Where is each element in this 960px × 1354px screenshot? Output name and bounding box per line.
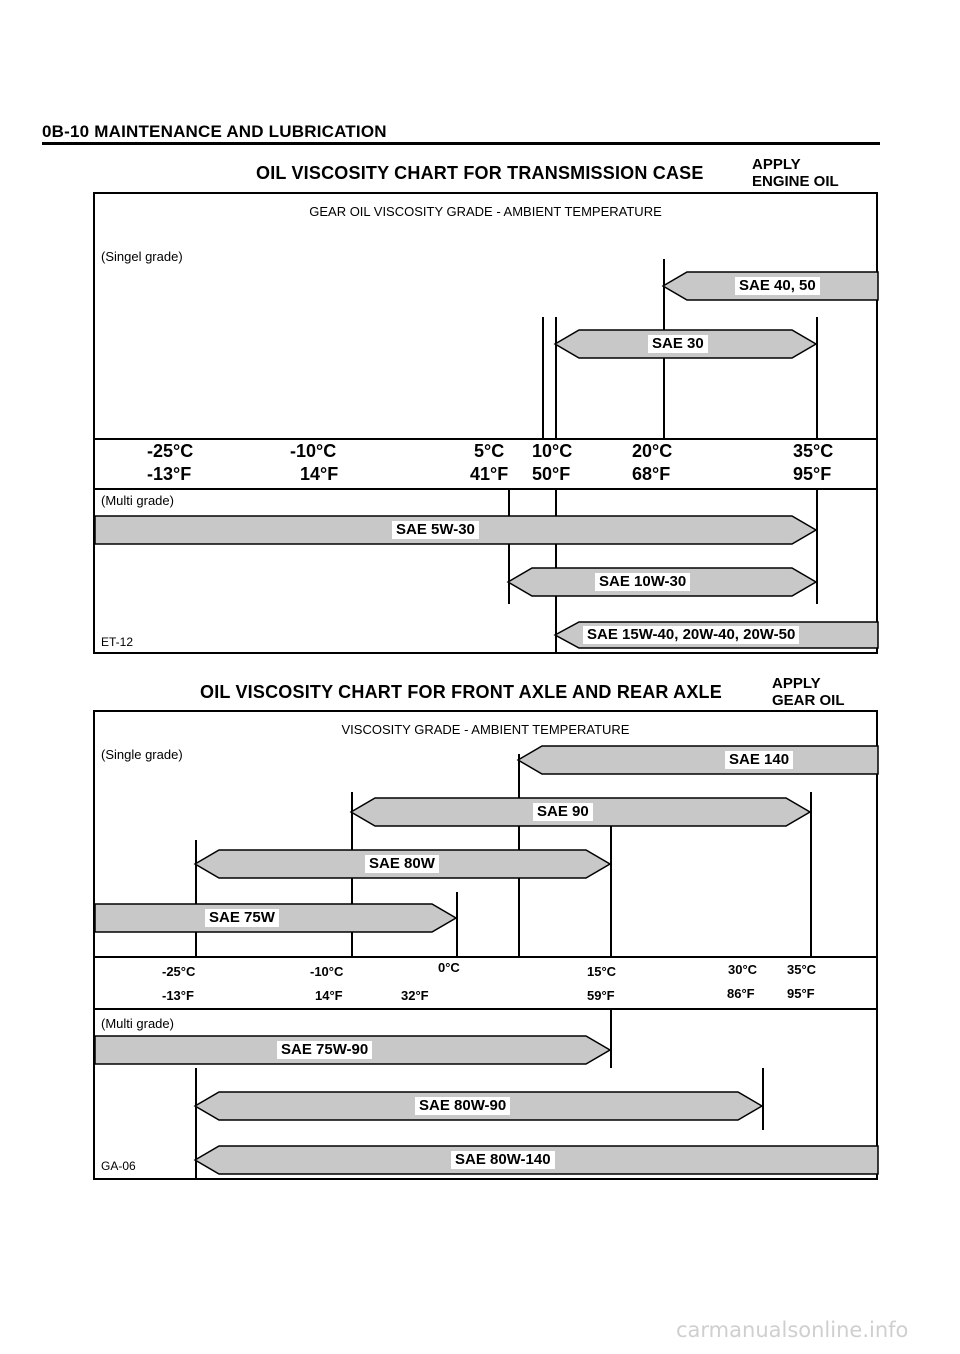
chart2-bar-sae-140-label: SAE 140: [725, 751, 793, 769]
chart2-marker-0c: [456, 892, 458, 956]
chart2-bar-sae-75w-90-label: SAE 75W-90: [277, 1041, 372, 1059]
chart1-multi-label: (Multi grade): [101, 493, 174, 508]
chart1-bar-sae-30-label: SAE 30: [648, 335, 708, 353]
chart1-marker-35c: [816, 317, 818, 438]
chart1-divider-bottom: [95, 488, 876, 490]
chart1-marker-35c-multi: [816, 488, 818, 604]
chart2-apply: [772, 675, 845, 709]
chart1-temp-c-2: 5°C: [474, 441, 505, 461]
chart1-apply: [752, 156, 839, 190]
chart2-temp-f-0: -13°F: [162, 988, 194, 1003]
chart2-bar-sae-80w-140-label: SAE 80W-140: [451, 1151, 555, 1169]
chart2-bar-sae-75w-label: SAE 75W: [205, 909, 279, 927]
chart2-temp-f-3: 59°F: [587, 988, 615, 1003]
chart2-temp-f-2: 32°F: [401, 988, 429, 1003]
chart1-caption: GEAR OIL VISCOSITY GRADE - AMBIENT TEMPERATURE: [309, 204, 662, 219]
chart1-temp-f-3: 50°F: [532, 464, 571, 484]
chart2-divider-top: [95, 956, 876, 958]
chart2-temp-f-5: 95°F: [787, 986, 815, 1001]
chart2-marker-15c-multi: [610, 1008, 612, 1068]
chart1-temp-f-1: 14°F: [300, 464, 339, 484]
chart1-temp-c-0: -25°C: [147, 441, 194, 461]
chart1-temp-f-2: 41°F: [470, 464, 509, 484]
header-rule: [42, 142, 880, 145]
chart2-code: GA-06: [101, 1159, 136, 1173]
chart2-bar-sae-80w-label: SAE 80W: [365, 855, 439, 873]
header-title: 0B-10 MAINTENANCE AND LUBRICATION: [42, 122, 387, 141]
chart2-caption: VISCOSITY GRADE - AMBIENT TEMPERATURE: [341, 722, 630, 737]
chart1-single-label: (Singel grade): [101, 249, 183, 264]
chart1-temp-c-5: 35°C: [793, 441, 834, 461]
chart1-temp-c-1: -10°C: [290, 441, 337, 461]
chart2-marker-30c: [810, 792, 812, 956]
chart2-bar-sae-140: [518, 746, 878, 774]
chart1-code: ET-12: [101, 635, 134, 649]
chart1-frame: [93, 192, 878, 654]
chart2-temp-c-1: -10°C: [310, 964, 344, 979]
chart2-marker-15c-b: [610, 810, 612, 956]
chart2-single-label: (Single grade): [101, 747, 183, 762]
chart2-title: OIL VISCOSITY CHART FOR FRONT AXLE AND REAR AXLE: [200, 682, 722, 702]
chart2-apply-line1: APPLY: [772, 675, 821, 692]
chart2-multi-label: (Multi grade): [101, 1016, 174, 1031]
chart1-temp-f-4: 68°F: [632, 464, 671, 484]
chart1-temp-f-0: -13°F: [147, 464, 192, 484]
chart1-apply-line1: APPLY: [752, 156, 801, 173]
chart1-apply-line2: ENGINE OIL: [752, 173, 839, 190]
chart2-divider-bottom: [95, 1008, 876, 1010]
chart1-bar-sae-10w-30-label: SAE 10W-30: [595, 573, 690, 591]
chart1-temp-c-4: 20°C: [632, 441, 673, 461]
footer-watermark: carmanualsonline.info: [676, 1318, 909, 1342]
chart2-temp-c-4: 30°C: [728, 962, 758, 977]
chart1-marker-10c: [542, 317, 544, 438]
chart1-bar-sae-5w-30-label: SAE 5W-30: [392, 521, 479, 539]
chart2-bar-sae-90-label: SAE 90: [533, 803, 593, 821]
chart2-temp-f-1: 14°F: [315, 988, 343, 1003]
chart2-temp-f-4: 86°F: [727, 986, 755, 1001]
chart1-title: OIL VISCOSITY CHART FOR TRANSMISSION CASE: [256, 163, 704, 183]
chart2-bar-sae-80w-90-label: SAE 80W-90: [415, 1097, 510, 1115]
chart1-temp-f-5: 95°F: [793, 464, 832, 484]
chart1-bar-sae-15w-40-label: SAE 15W-40, 20W-40, 20W-50: [583, 626, 799, 644]
chart2-temp-c-5: 35°C: [787, 962, 817, 977]
chart2-temp-c-3: 15°C: [587, 964, 617, 979]
chart2-temp-c-0: -25°C: [162, 964, 196, 979]
chart1-divider-top: [95, 438, 876, 440]
chart2-marker-30c-multi: [762, 1068, 764, 1130]
chart1-bar-sae-40-50-label: SAE 40, 50: [735, 277, 820, 295]
chart2-temp-c-2: 0°C: [438, 960, 460, 975]
chart2-frame: [93, 710, 878, 1180]
chart2-apply-line2: GEAR OIL: [772, 692, 845, 709]
chart1-temp-c-3: 10°C: [532, 441, 573, 461]
